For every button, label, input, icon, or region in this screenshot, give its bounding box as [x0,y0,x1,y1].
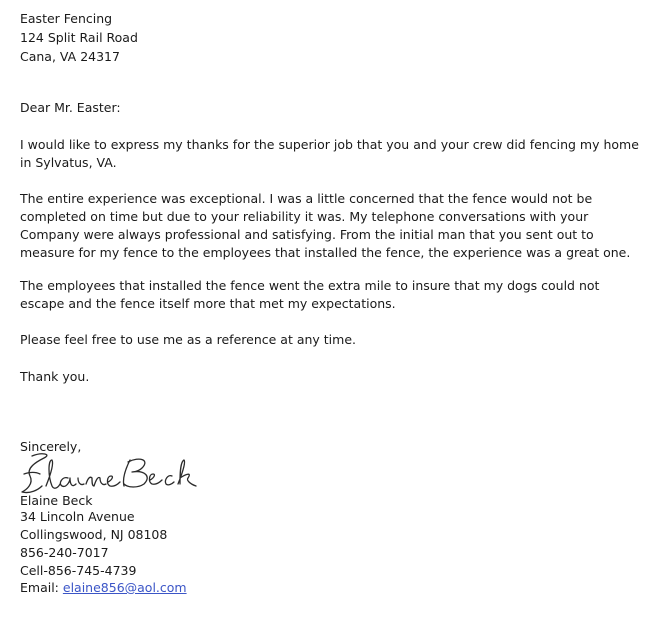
paragraph-experience-text: The entire experience was exceptional. I was a little concerned that the fence would not be completed on time but due to your reliability it was. My telephone conversations with your Company were always professional and satisfying. From the initial man that you sent out to measure for my fence to the employees that installed the fence, the experience was a great one. [20,191,631,260]
recipient-city: Cana, VA 24317 [20,49,120,64]
paragraph-experience [20,190,646,262]
paragraph-thanks-text: I would like to express my thanks for the superior job that you and your crew did fencing my home in Sylvatus, VA. [20,137,639,170]
paragraph-thank-you: Thank you. [20,369,90,384]
paragraph-thanks [20,136,646,172]
sender-cell: Cell-856-745-4739 [20,563,137,578]
sender-email-link[interactable]: elaine856@aol.com [62,580,187,595]
paragraph-employees [20,277,646,313]
salutation: Dear Mr. Easter: [20,100,121,115]
sender-email-label: Email: [20,580,63,595]
sender-name: Elaine Beck [20,493,93,508]
recipient-street: 124 Split Rail Road [20,30,138,45]
sender-street: 34 Lincoln Avenue [20,509,135,524]
recipient-name: Easter Fencing [20,11,113,26]
closing: Sincerely, [20,439,82,454]
sender-email-line [20,579,187,597]
sender-city: Collingswood, NJ 08108 [20,527,168,542]
paragraph-reference: Please feel free to use me as a reference at any time. [20,332,356,347]
paragraph-employees-text: The employees that installed the fence went the extra mile to insure that my dogs could not escape and the fence itself more that met my expectations. [20,278,600,311]
sender-phone: 856-240-7017 [20,545,109,560]
